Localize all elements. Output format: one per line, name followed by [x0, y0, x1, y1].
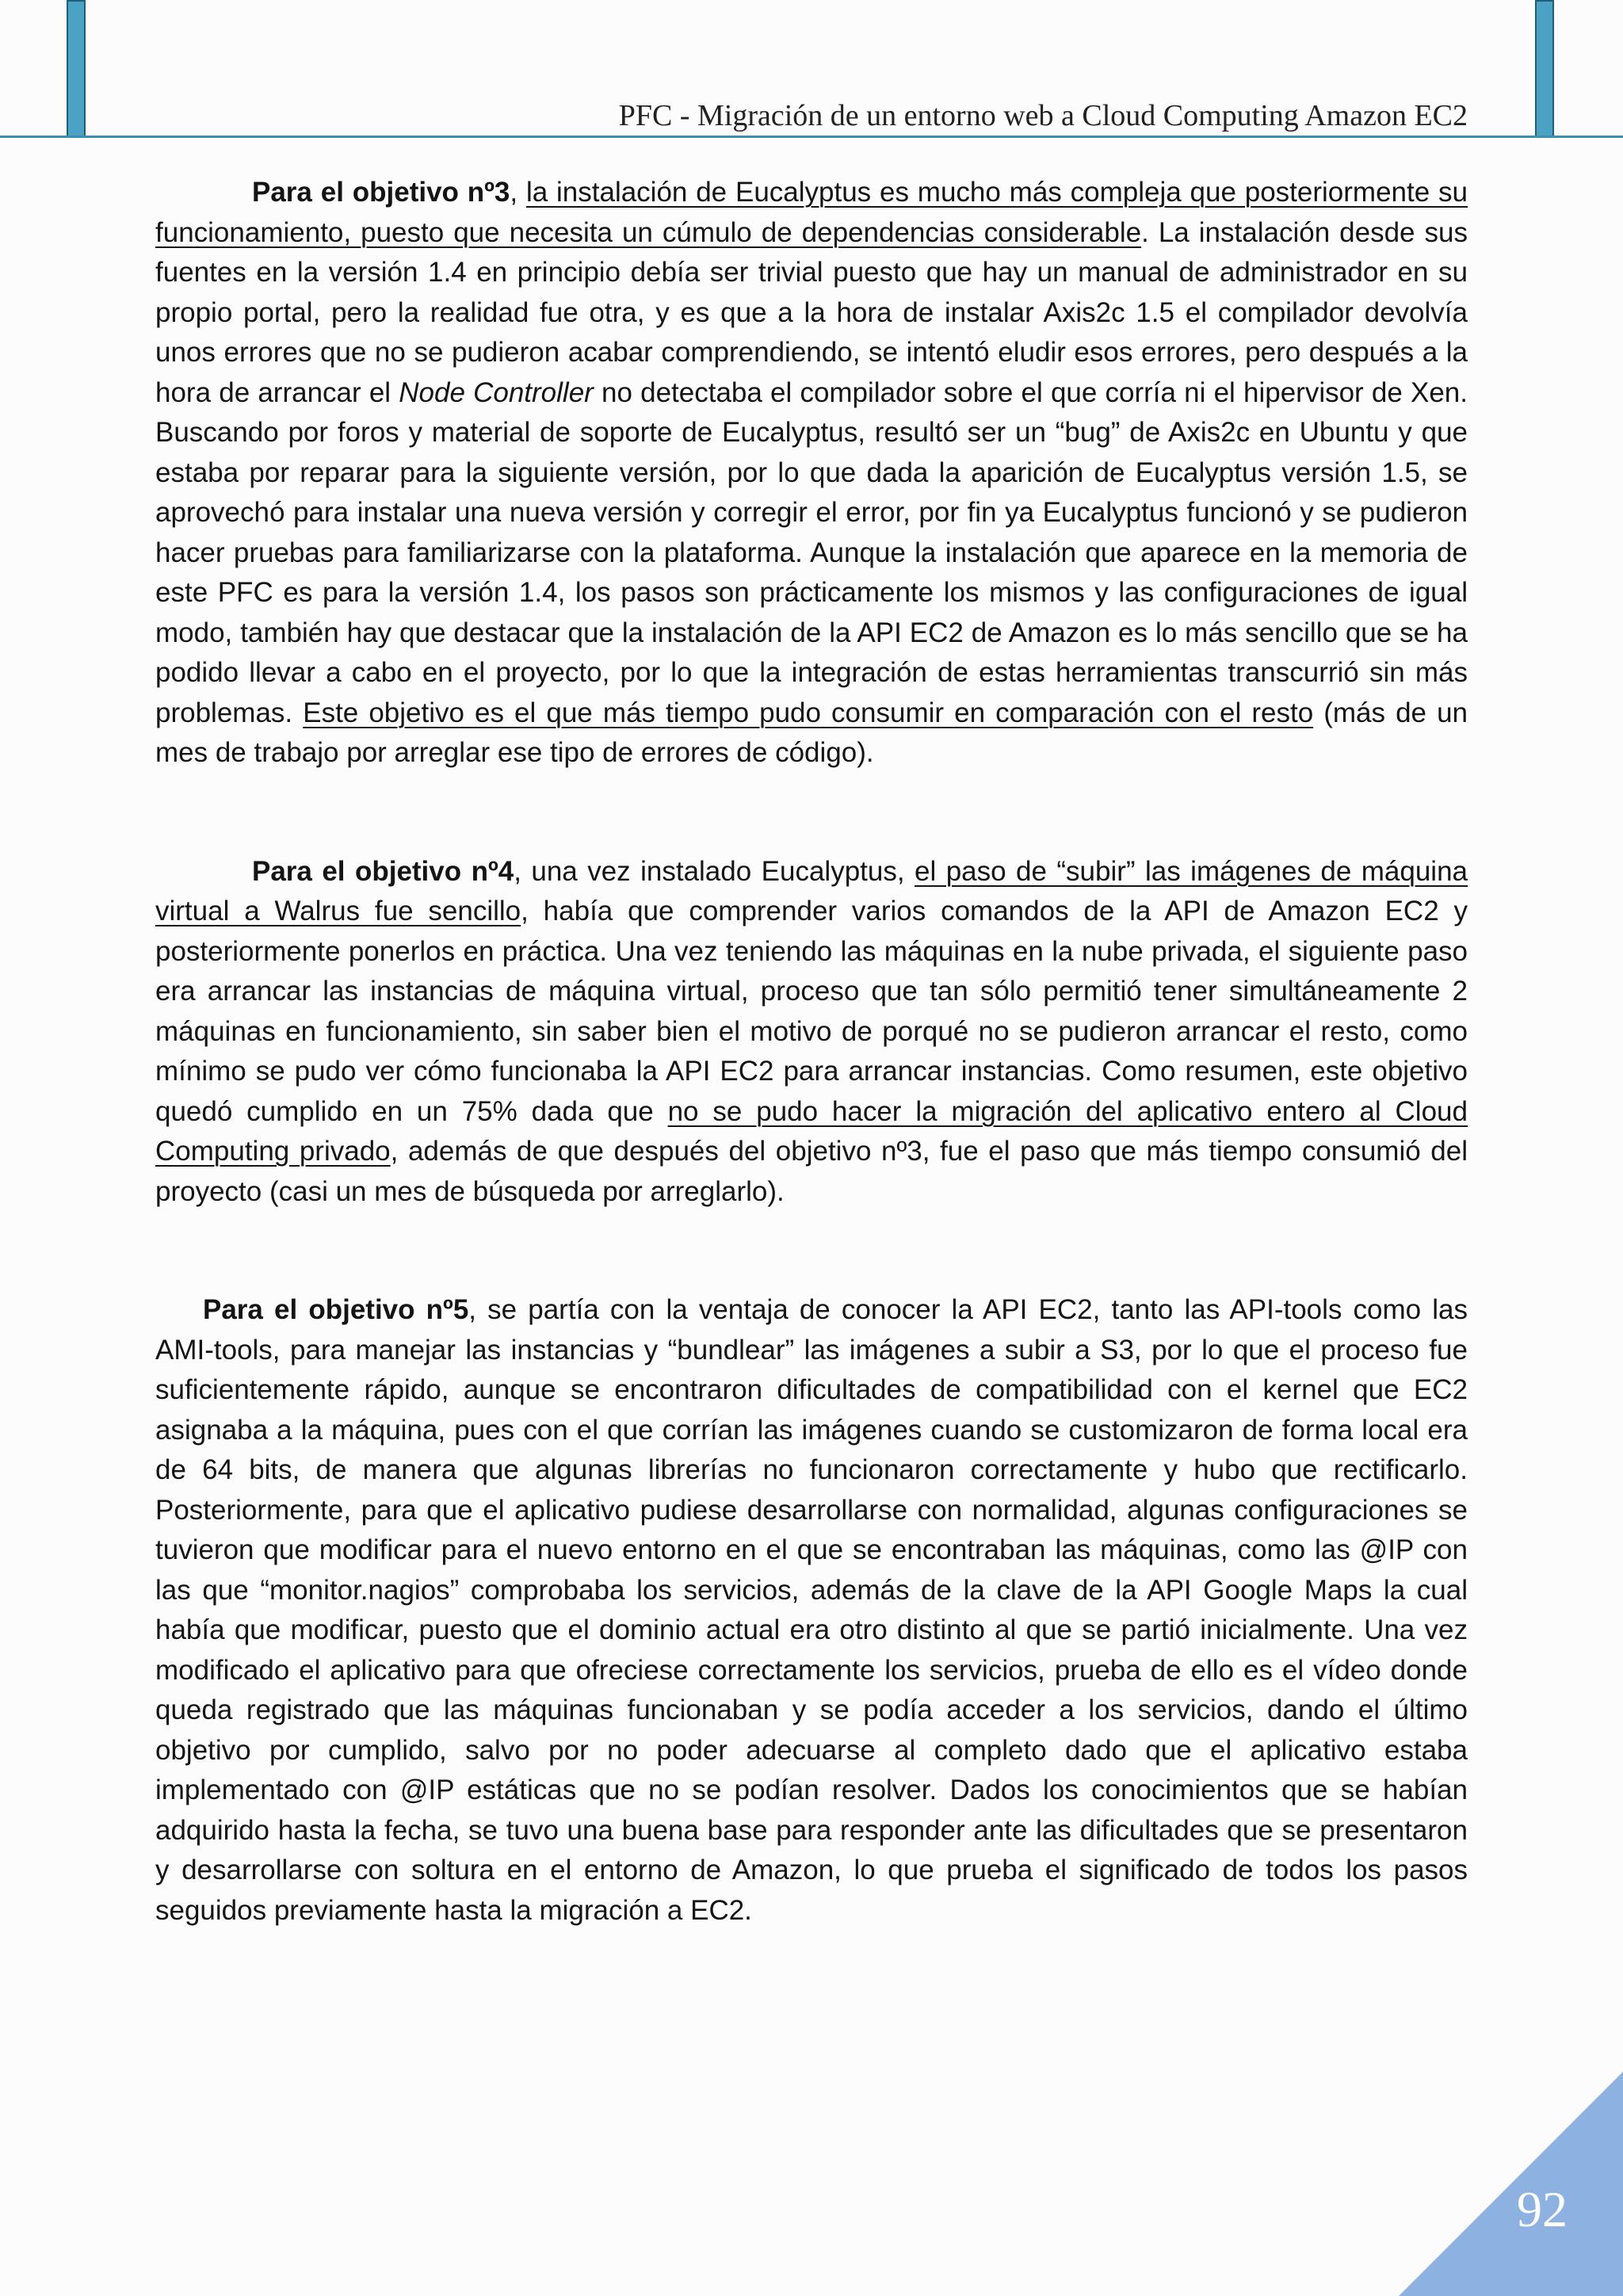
italic-term: Node Controller — [399, 376, 594, 408]
document-body — [155, 173, 1468, 1931]
paragraph-text: , había que comprender varios comandos de la API de Amazon EC2 y posteriormente ponerlos en práctica. Una vez teniendo las máquinas en la nube privada, el siguiente paso era arrancar las instancias de máquina virtual, proceso que tan sólo permitió tener simultáneamente 2 máquinas en funcionamiento, sin saber bien el motivo de porqué no se pudieron arrancar el resto, como mínimo se pudo ver cómo funcionaba la API EC2 para arrancar instancias. Como resumen, este objetivo quedó cumplido en un 75% dada que — [155, 896, 1468, 1127]
paragraph-text: , se partía con la ventaja de conocer la API EC2, tanto las API-tools como las AMI-tools, para manejar las instancias y “bundlear” las imágenes a subir a S3, por lo que el proceso fue suficientemente rápido, aunque se encontraron dificultades de compatibilidad con el kernel que EC2 asignaba a la máquina, pues con el que corrían las imágenes cuando se customizaron de forma local era de 64 bits, de manera que algunas librerías no funcionaron correctamente y hubo que rectificarlo. Posteriormente, para que el aplicativo pudiese desarrollarse con normalidad, algunas configuraciones se tuvieron que modificar para el nuevo entorno en el que se encontraban las máquinas, como las @IP con las que “monitor.nagios” comprobaba los servicios, además de la clave de la API Google Maps la cual había que modificar, puesto que el dominio actual era otro distinto al que se partió inicialmente. Una vez modificado el aplicativo para que ofreciese correctamente los servicios, prueba de ello es el vídeo donde queda registrado que las máquinas funcionaban y se podía acceder a los servicios, dando el último objetivo por cumplido, salvo por no poder adecuarse al completo dado que el aplicativo estaba implementado con @IP estáticas que no se podían resolver. Dados los conocimientos que se habían adquirido hasta la fecha, se tuvo una buena base para responder ante las dificultades que se presentaron y desarrollarse con soltura en el entorno de Amazon, lo que prueba el significado de todos los pasos seguidos previamente hasta la migración a EC2. — [155, 1294, 1468, 1926]
underlined-text: no se pudo hacer la migración del aplicativo entero al Cloud Computing privado — [155, 1095, 1468, 1167]
underlined-text: la instalación de Eucalyptus es mucho más compleja que posteriormente su funcionamiento, puesto que necesita un cúmulo de dependencias considerable — [155, 177, 1468, 248]
header-divider — [0, 136, 1623, 138]
header-left-decorative-bar — [67, 0, 86, 138]
page-header-title: PFC - Migración de un entorno web a Cloud Computing Amazon EC2 — [618, 99, 1468, 132]
underlined-text: Este objetivo es el que más tiempo pudo consumir en comparación con el resto — [303, 697, 1314, 728]
paragraph-objective-4 — [155, 852, 1468, 1213]
paragraph-text: . La instalación desde sus fuentes en la versión 1.4 en principio debía ser trivial puesto que hay un manual de administrador en su propio portal, pero la realidad fue otra, y es que a la hora de instalar Axis2c 1.5 el compilador devolvía unos errores que no se pudieron acabar comprendiendo, se intentó eludir esos errores, pero después a la hora de arrancar el — [155, 216, 1468, 408]
header-right-decorative-bar — [1535, 0, 1554, 138]
paragraph-objective-3 — [155, 173, 1468, 774]
paragraph-lead: Para el objetivo nº4 — [252, 855, 514, 887]
paragraph-lead: Para el objetivo nº5 — [203, 1294, 469, 1325]
underlined-text: el paso de “subir” las imágenes de máquina virtual a Walrus fue sencillo — [155, 855, 1468, 926]
page-number: 92 — [1517, 2181, 1568, 2237]
paragraph-text: , además de que después del objetivo nº3, fue el paso que más tiempo consumió del proyecto (casi un mes de búsqueda por arreglarlo). — [155, 1136, 1468, 1207]
paragraph-text: , — [510, 177, 526, 208]
paragraph-objective-5 — [155, 1290, 1468, 1931]
paragraph-lead: Para el objetivo nº3 — [252, 177, 510, 208]
page-corner-decoration — [1399, 2072, 1623, 2296]
paragraph-text: no detectaba el compilador sobre el que corría ni el hipervisor de Xen. Buscando por foros y material de soporte de Eucalyptus, resultó ser un “bug” de Axis2c en Ubuntu y que estaba por reparar para la siguiente versión, por lo que dada la aparición de Eucalyptus versión 1.5, se aprovechó para instalar una nueva versión y corregir el error, por fin ya Eucalyptus funcionó y se pudieron hacer pruebas para familiarizarse con la plataforma. Aunque la instalación que aparece en la memoria de este PFC es para la versión 1.4, los pasos son prácticamente los mismos y las configuraciones de igual modo, también hay que destacar que la instalación de la API EC2 de Amazon es lo más sencillo que se ha podido llevar a cabo en el proyecto, por lo que la integración de estas herramientas transcurrió sin más problemas. — [155, 376, 1468, 728]
paragraph-text: , una vez instalado Eucalyptus, — [514, 855, 915, 887]
paragraph-text: (más de un mes de trabajo por arreglar ese tipo de errores de código). — [155, 697, 1468, 768]
